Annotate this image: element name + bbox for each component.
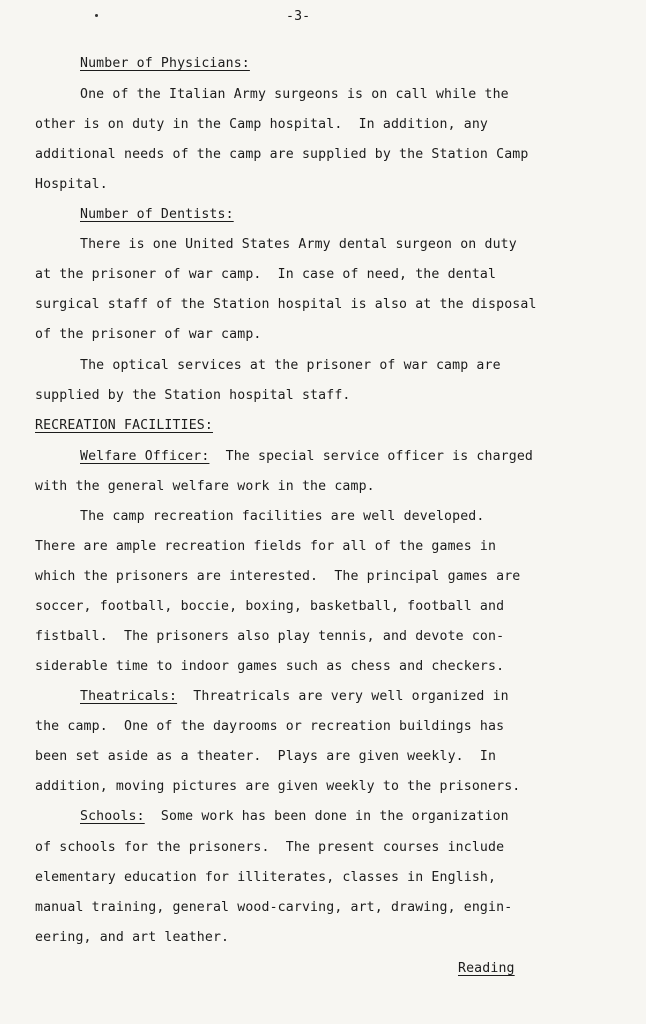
facilities-line-4: soccer, football, boccie, boxing, basketball, football and	[35, 599, 505, 614]
schools-first-line-rest: Some work has been done in the organization	[144, 809, 509, 824]
facilities-line-3: which the prisoners are interested. The principal games are	[35, 569, 521, 584]
schools-line-5: eering, and art leather.	[35, 930, 230, 945]
schools-first-line	[80, 808, 509, 826]
physicians-line-2: other is on duty in the Camp hospital. In addition, any	[35, 117, 489, 132]
physicians-line-4: Hospital.	[35, 177, 108, 192]
schools-line-3: elementary education for illiterates, classes in English,	[35, 870, 497, 885]
theatricals-line-3: been set aside as a theater. Plays are given weekly. In	[35, 749, 497, 764]
facilities-line-2: There are ample recreation fields for all of the games in	[35, 539, 497, 554]
catchword: Reading	[458, 961, 515, 976]
welfare-first-line-rest: The special service officer is charged	[209, 449, 534, 464]
welfare-first-line	[80, 448, 533, 466]
welfare-line-2: with the general welfare work in the camp.	[35, 479, 375, 494]
schools-line-4: manual training, general wood-carving, art, drawing, engin-	[35, 900, 513, 915]
facilities-line-6: siderable time to indoor games such as chess and checkers.	[35, 659, 505, 674]
facilities-line-5: fistball. The prisoners also play tennis, and devote con-	[35, 629, 505, 644]
dentists-heading: Number of Dentists:	[80, 207, 234, 222]
theatricals-first-line-rest: Threatricals are very well organized in	[177, 689, 509, 704]
dentists-line-3: surgical staff of the Station hospital is also at the disposal	[35, 297, 537, 312]
page-mark-dot	[95, 14, 98, 17]
facilities-line-1: The camp recreation facilities are well developed.	[80, 509, 485, 524]
physicians-line-1: One of the Italian Army surgeons is on call while the	[80, 87, 509, 102]
physicians-heading: Number of Physicians:	[80, 56, 250, 71]
theatricals-line-2: the camp. One of the dayrooms or recreation buildings has	[35, 719, 505, 734]
physicians-line-3: additional needs of the camp are supplied by the Station Camp	[35, 147, 529, 162]
dentists-line-2: at the prisoner of war camp. In case of need, the dental	[35, 267, 497, 282]
optical-line-2: supplied by the Station hospital staff.	[35, 388, 351, 403]
schools-line-2: of schools for the prisoners. The present courses include	[35, 840, 505, 855]
dentists-line-4: of the prisoner of war camp.	[35, 327, 262, 342]
welfare-heading: Welfare Officer:	[80, 449, 210, 464]
recreation-heading: RECREATION FACILITIES:	[35, 418, 213, 433]
dentists-line-1: There is one United States Army dental surgeon on duty	[80, 237, 517, 252]
theatricals-first-line	[80, 688, 509, 706]
theatricals-heading: Theatricals:	[80, 689, 178, 704]
page-number: -3-	[286, 9, 311, 24]
theatricals-line-4: addition, moving pictures are given weekly to the prisoners.	[35, 779, 521, 794]
schools-heading: Schools:	[80, 809, 145, 824]
optical-line-1: The optical services at the prisoner of war camp are	[80, 358, 501, 373]
